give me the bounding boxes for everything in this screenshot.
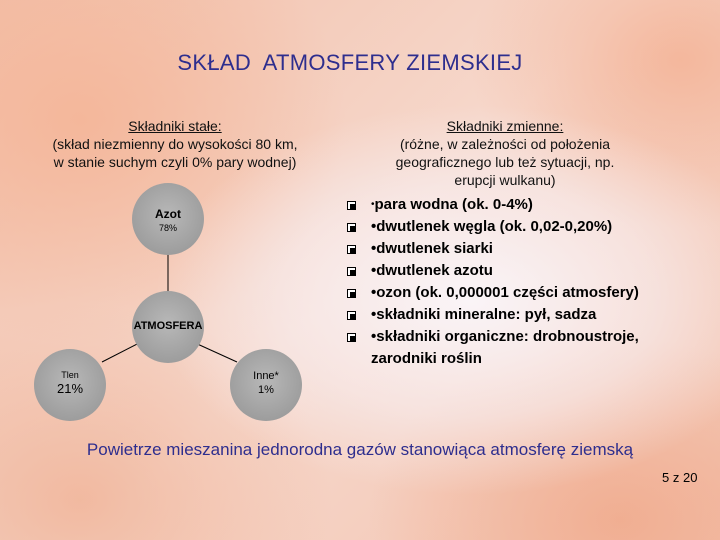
fixed-components-heading: Składniki stałe:: [128, 118, 222, 134]
checkbox-bullet-icon: [347, 289, 356, 298]
list-item-text: dwutlenek azotu: [376, 262, 493, 279]
page-separator: z: [672, 470, 680, 485]
variable-components-desc-3: erupcji wulkanu): [454, 172, 556, 188]
node-inne-value: 1%: [258, 384, 274, 396]
bullet-marker: •: [371, 262, 377, 279]
variable-components-desc-2: geograficznego lub też sytuacji, np.: [395, 154, 615, 170]
list-item: [343, 304, 713, 326]
checkbox-bullet-icon: [347, 201, 356, 210]
list-item: [343, 282, 713, 304]
list-item-text: ozon (ok. 0,000001 części atmosfery): [376, 284, 639, 301]
list-item-text: para wodna (ok. 0-4%): [374, 196, 533, 213]
variable-components-heading: Składniki zmienne:: [446, 118, 564, 134]
checkbox-bullet-icon: [347, 333, 356, 342]
bullet-marker: •: [371, 199, 375, 210]
checkbox-bullet-icon: [347, 223, 356, 232]
list-item-text: zarodniki roślin: [371, 350, 482, 367]
page-current: 5: [662, 470, 670, 485]
bullet-marker: •: [371, 240, 377, 257]
bullet-marker: •: [371, 306, 377, 323]
checkbox-bullet-icon: [347, 267, 356, 276]
variable-components-desc-1: (różne, w zależności od położenia: [399, 136, 611, 152]
fixed-components-desc-1: (skład niezmienny do wysokości 80 km,: [52, 136, 298, 152]
summary-caption: Powietrze mieszanina jednorodna gazów stanowiąca atmosferę ziemską: [86, 440, 634, 459]
list-item-text: dwutlenek siarki: [376, 240, 493, 257]
bullet-marker: •: [371, 284, 377, 301]
node-inne-name: Inne*: [253, 370, 279, 382]
node-azot-value: 78%: [158, 223, 177, 233]
checkbox-bullet-icon: [347, 311, 356, 320]
list-item: [343, 194, 713, 216]
list-item: [343, 238, 713, 260]
checkbox-bullet-icon: [347, 245, 356, 254]
page-indicator: [662, 470, 697, 485]
fixed-components-desc-2: w stanie suchym czyli 0% pary wodnej): [53, 154, 297, 170]
list-item: [343, 216, 713, 238]
bullet-marker: •: [371, 218, 377, 235]
node-tlen-name: Tlen: [61, 370, 79, 380]
node-azot: [128, 207, 208, 233]
node-azot-name: Azot: [155, 207, 181, 221]
list-item-text: składniki mineralne: pył, sadza: [376, 306, 597, 323]
node-atmosfera: [118, 320, 218, 332]
list-item-text: dwutlenek węgla (ok. 0,02-0,20%): [376, 218, 613, 235]
list-item: [343, 326, 713, 348]
connector-inne: [193, 342, 237, 362]
node-tlen-value: 21%: [56, 381, 84, 396]
variable-components-list: [343, 194, 713, 370]
node-atmosfera-label: ATMOSFERA: [133, 320, 203, 332]
node-inne: [236, 370, 296, 396]
list-item-continuation: [343, 348, 713, 370]
slide-title: SKŁAD ATMOSFERY ZIEMSKIEJ: [177, 50, 523, 75]
list-item-text: składniki organiczne: drobnoustroje,: [376, 328, 639, 345]
page-total: 20: [682, 470, 698, 485]
list-item: [343, 260, 713, 282]
bullet-marker: •: [371, 328, 377, 345]
node-tlen: [40, 370, 100, 396]
